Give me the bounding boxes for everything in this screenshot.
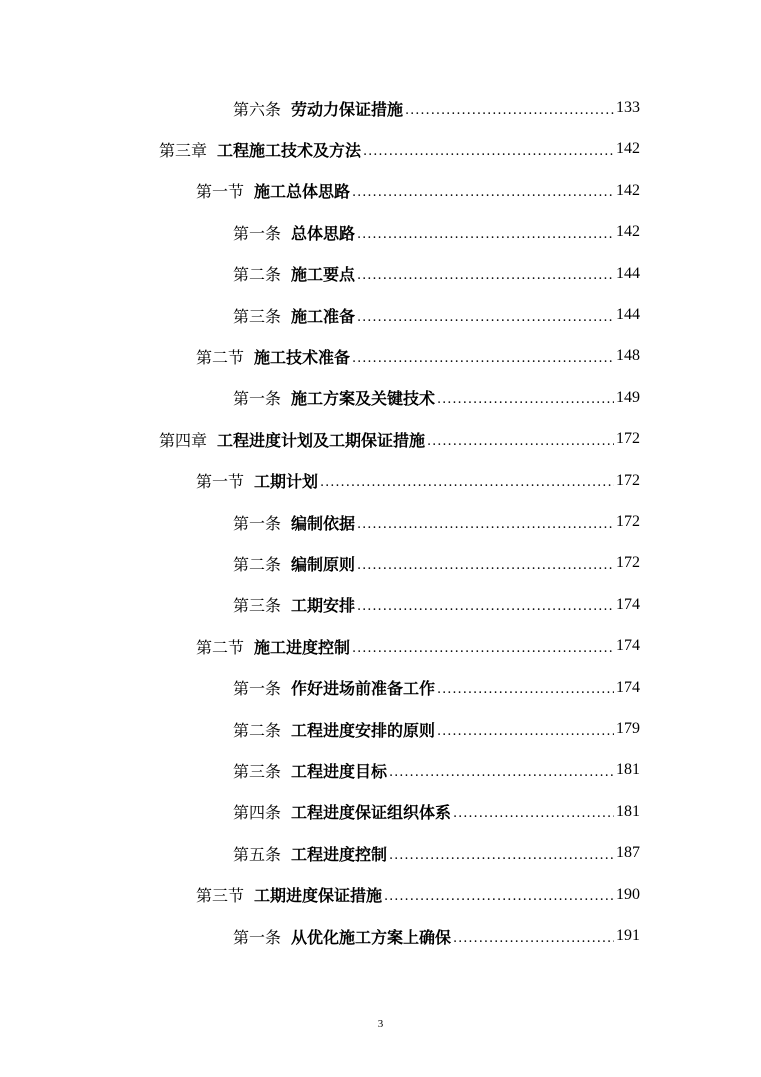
toc-entry-title: 从优化施工方案上确保: [291, 927, 452, 947]
toc-entry-page: 172: [616, 471, 640, 489]
toc-entry-number: 第一条: [233, 513, 282, 533]
toc-entry-page: 179: [616, 720, 640, 737]
dot-leader: [357, 227, 614, 242]
toc-entry-title: 施工准备: [291, 306, 356, 326]
toc-entry-number: 第一节: [196, 472, 245, 492]
toc-entry-title: 工程进度保证组织体系: [291, 803, 452, 823]
toc-entry-number: 第三条: [233, 596, 282, 616]
toc-entry-number: 第二节: [196, 347, 245, 367]
toc-entry-page: 172: [616, 513, 640, 530]
dot-leader: [357, 517, 614, 532]
toc-entry-title: 工程进度安排的原则: [291, 720, 436, 740]
toc-entry-page: 191: [616, 927, 640, 944]
toc-entry-number: 第三条: [233, 306, 282, 326]
dot-leader: [352, 185, 614, 200]
toc-entry-page: 144: [616, 306, 640, 323]
toc-entry-number: 第一条: [233, 223, 282, 243]
toc-entry-page: 148: [616, 347, 640, 365]
dot-leader: [453, 806, 614, 821]
toc-entry-number: 第二条: [233, 265, 282, 285]
page-number: 3: [377, 1018, 384, 1030]
dot-leader: [352, 351, 614, 366]
toc-entry[interactable]: [233, 297, 640, 333]
toc-entry-number: 第一节: [196, 182, 245, 202]
toc-entry-title: 编制依据: [291, 513, 356, 533]
toc-entry-page: 187: [616, 844, 640, 862]
toc-entry-number: 第六条: [233, 99, 282, 119]
toc-entry-page: 142: [616, 140, 640, 158]
toc-entry-page: 190: [616, 885, 640, 903]
toc-entry-page: 174: [616, 678, 640, 696]
toc-entry-title: 施工方案及关键技术: [291, 389, 436, 409]
toc-entry-page: 172: [616, 554, 640, 572]
toc-entry-page: 181: [616, 761, 640, 779]
toc-entry-title: 劳动力保证措施: [291, 99, 404, 119]
toc-entry-number: 第三节: [196, 886, 245, 906]
toc-entry-number: 第四章: [159, 430, 208, 450]
toc-entry[interactable]: [233, 256, 640, 292]
toc-entry[interactable]: [233, 670, 640, 706]
toc-entry-title: 施工技术准备: [254, 347, 351, 367]
dot-leader: [437, 682, 614, 697]
toc-entry-page: 172: [616, 430, 640, 448]
toc-entry-number: 第三章: [159, 140, 208, 160]
dot-leader: [352, 641, 614, 656]
dot-leader: [357, 558, 614, 573]
toc-entry-number: 第五条: [233, 844, 282, 864]
toc-entry-title: 工期计划: [254, 472, 319, 492]
dot-leader: [437, 724, 614, 739]
toc-entry-title: 工程施工技术及方法: [217, 140, 362, 160]
dot-leader: [320, 475, 614, 490]
dot-leader: [437, 392, 614, 407]
toc-entry[interactable]: [233, 587, 640, 623]
toc-entry-page: 144: [616, 264, 640, 282]
toc-entry-title: 工程进度目标: [291, 761, 388, 781]
toc-entry-number: 第一条: [233, 679, 282, 699]
toc-entry-title: 总体思路: [291, 223, 356, 243]
dot-leader: [389, 765, 614, 780]
toc-entry[interactable]: [159, 131, 640, 167]
toc-entry[interactable]: [233, 835, 640, 871]
toc-entry-title: 编制原则: [291, 554, 356, 574]
toc-entry-title: 施工进度控制: [254, 637, 351, 657]
toc-entry-page: 174: [616, 637, 640, 655]
toc-entry-title: 作好进场前准备工作: [291, 679, 436, 699]
dot-leader: [453, 931, 614, 946]
toc-entry-title: 施工总体思路: [254, 182, 351, 202]
dot-leader: [389, 848, 614, 863]
dot-leader: [427, 434, 614, 449]
dot-leader: [357, 599, 614, 614]
toc-entry-page: 149: [616, 388, 640, 406]
toc-entry[interactable]: [233, 711, 640, 747]
toc-entry[interactable]: [233, 90, 640, 126]
toc-entry[interactable]: [233, 214, 640, 250]
toc-entry-number: 第四条: [233, 803, 282, 823]
toc-entry-page: 142: [616, 181, 640, 199]
dot-leader: [357, 310, 614, 325]
toc-entry[interactable]: [233, 380, 640, 416]
dot-leader: [363, 144, 614, 159]
dot-leader: [357, 268, 614, 283]
toc-entry[interactable]: [233, 545, 640, 581]
toc-entry-number: 第一条: [233, 389, 282, 409]
toc-entry-page: 181: [616, 802, 640, 820]
toc-entry[interactable]: [196, 173, 640, 209]
toc-entry-number: 第三条: [233, 761, 282, 781]
toc-entry[interactable]: [233, 504, 640, 540]
dot-leader: [384, 889, 614, 904]
toc-entry[interactable]: [196, 338, 640, 374]
toc-entry-page: 133: [616, 99, 640, 116]
toc-entry-title: 施工要点: [291, 265, 356, 285]
toc-entry-number: 第一条: [233, 927, 282, 947]
toc-entry-title: 工期进度保证措施: [254, 886, 383, 906]
toc-entry-title: 工期安排: [291, 596, 356, 616]
toc-entry-title: 工程进度控制: [291, 844, 388, 864]
dot-leader: [405, 103, 614, 118]
toc-entry[interactable]: [196, 877, 640, 913]
toc-entry[interactable]: [196, 628, 640, 664]
toc-entry[interactable]: [233, 752, 640, 788]
toc-entry[interactable]: [159, 421, 640, 457]
toc-entry[interactable]: [196, 463, 640, 499]
toc-entry-number: 第二节: [196, 637, 245, 657]
toc-entry[interactable]: [233, 794, 640, 830]
toc-entry-page: 142: [616, 223, 640, 241]
toc-entry-number: 第二条: [233, 554, 282, 574]
toc-entry-page: 174: [616, 595, 640, 613]
toc-entry-number: 第二条: [233, 720, 282, 740]
toc-entry-title: 工程进度计划及工期保证措施: [217, 430, 426, 450]
toc-entry[interactable]: [233, 918, 640, 954]
